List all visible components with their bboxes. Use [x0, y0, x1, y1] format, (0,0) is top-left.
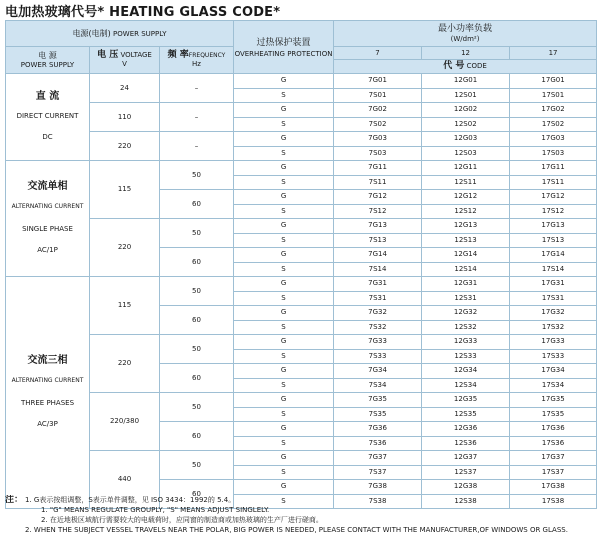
group-ac-single-text: AC/1P	[37, 246, 58, 254]
voltage-cell: 110	[90, 103, 160, 132]
notes-label: 注：	[5, 495, 24, 505]
code-7-cell: 7S12	[334, 204, 422, 219]
code-12-cell: 12S31	[422, 291, 510, 306]
group-dc-text: 直 流	[35, 91, 60, 102]
code-17-cell: 17G32	[510, 306, 597, 321]
code-17-cell: 17S36	[510, 436, 597, 451]
protection-cell: S	[234, 465, 334, 480]
overheat-cn: 过热保护装置	[256, 37, 311, 48]
code-17-cell: 17S13	[510, 233, 597, 248]
power-supply-cn: 电 源	[38, 51, 57, 60]
frequency-cell: 50	[160, 393, 234, 422]
code-12-cell: 12G38	[422, 480, 510, 495]
code-12-cell: 12S32	[422, 320, 510, 335]
code-12-cell: 12G03	[422, 132, 510, 147]
voltage-cell: 440	[90, 451, 160, 509]
code-7-cell: 7S33	[334, 349, 422, 364]
protection-cell: S	[234, 146, 334, 161]
code-17-cell: 17G03	[510, 132, 597, 147]
protection-cell: S	[234, 204, 334, 219]
table-row	[6, 335, 597, 350]
table-row	[6, 393, 597, 408]
code-7-cell: 7G11	[334, 161, 422, 176]
protection-cell: G	[234, 422, 334, 437]
code-7-cell: 7S11	[334, 175, 422, 190]
protection-cell: S	[234, 262, 334, 277]
code-12-cell: 12S13	[422, 233, 510, 248]
voltage-header	[90, 47, 160, 74]
note-1-en: 1. "G" MEANS REGULATE GROUPLY, "S" MEANS ADJUST SINGLELY.	[41, 506, 270, 514]
power-source-cn: 电源(电制)	[72, 28, 111, 38]
protection-cell: S	[234, 117, 334, 132]
code-12-cell: 12G32	[422, 306, 510, 321]
code-12-cell: 12S01	[422, 88, 510, 103]
protection-cell: G	[234, 219, 334, 234]
note-2-en: 2. WHEN THE SUBJECT VESSEL TRAVELS NEAR THE POLAR, BIG POWER IS NEEDED, PLEASE CONTACT WITH THE MANUFACTURER,OF WINDOWS OR GLASS.	[25, 526, 568, 534]
frequency-cell: 60	[160, 190, 234, 219]
voltage-cell: 115	[90, 277, 160, 335]
code-7-cell: 7G36	[334, 422, 422, 437]
min-power-unit: (W/dm²)	[450, 34, 480, 43]
min-power-header	[334, 21, 597, 47]
heating-glass-code-table	[5, 20, 597, 509]
code-12-cell: 12G35	[422, 393, 510, 408]
group-dc-text: DIRECT CURRENT	[16, 112, 79, 120]
code-7-cell: 7G13	[334, 219, 422, 234]
load-7: 7	[334, 47, 422, 60]
power-supply-header	[6, 47, 90, 74]
protection-cell: S	[234, 378, 334, 393]
code-12-cell: 12G33	[422, 335, 510, 350]
code-12-cell: 12S03	[422, 146, 510, 161]
code-7-cell: 7S02	[334, 117, 422, 132]
note-2: 2. 在近地极区域航行需要较大的电载荷时，应同窗的制造商或加热玻璃的生产厂进行磋商。	[41, 516, 323, 524]
protection-cell: S	[234, 320, 334, 335]
code-17-cell: 17S03	[510, 146, 597, 161]
code-12-cell: 12S02	[422, 117, 510, 132]
protection-cell: G	[234, 277, 334, 292]
code-17-cell: 17G37	[510, 451, 597, 466]
table-row	[6, 103, 597, 118]
code-12-cell: 12S36	[422, 436, 510, 451]
code-7-cell: 7G01	[334, 74, 422, 89]
code-7-cell: 7G12	[334, 190, 422, 205]
code-7-cell: 7G33	[334, 335, 422, 350]
group-ac-single-text: ALTERNATING CURRENT	[11, 203, 84, 210]
voltage-cn: 电 压	[97, 50, 119, 60]
frequency-en: FREQUENCY	[188, 52, 226, 59]
frequency-cell: 50	[160, 277, 234, 306]
protection-cell: S	[234, 494, 334, 509]
code-12-cell: 12G02	[422, 103, 510, 118]
code-7-cell: 7S37	[334, 465, 422, 480]
protection-cell: S	[234, 349, 334, 364]
frequency-cell: –	[160, 103, 234, 132]
code-12-cell: 12G34	[422, 364, 510, 379]
code-12-cell: 12S34	[422, 378, 510, 393]
code-7-cell: 7S35	[334, 407, 422, 422]
code-17-cell: 17G36	[510, 422, 597, 437]
group-ac-single-text: SINGLE PHASE	[22, 225, 73, 233]
code-en: CODE	[466, 62, 487, 70]
code-12-cell: 12G01	[422, 74, 510, 89]
group-dc-text: DC	[42, 133, 53, 141]
code-cn: 代 号	[443, 61, 465, 71]
overheat-en: OVERHEATING PROTECTION	[234, 49, 333, 58]
code-17-cell: 17G33	[510, 335, 597, 350]
frequency-cell: 60	[160, 306, 234, 335]
code-7-cell: 7S36	[334, 436, 422, 451]
code-7-cell: 7S38	[334, 494, 422, 509]
group-ac-single-text: 交流单相	[27, 181, 68, 192]
table-row	[6, 277, 597, 292]
voltage-cell: 115	[90, 161, 160, 219]
code-7-cell: 7S13	[334, 233, 422, 248]
code-17-cell: 17S32	[510, 320, 597, 335]
code-7-cell: 7G37	[334, 451, 422, 466]
table-row	[6, 132, 597, 147]
code-17-cell: 17S14	[510, 262, 597, 277]
group-ac-three-text: ALTERNATING CURRENT	[11, 377, 84, 384]
protection-cell: S	[234, 175, 334, 190]
code-7-cell: 7G38	[334, 480, 422, 495]
protection-cell: G	[234, 306, 334, 321]
code-17-cell: 17G13	[510, 219, 597, 234]
frequency-cell: 60	[160, 480, 234, 509]
frequency-cell: 50	[160, 335, 234, 364]
code-12-cell: 12G14	[422, 248, 510, 263]
group-dc	[6, 74, 90, 161]
group-ac-three-text: AC/3P	[37, 420, 58, 428]
code-12-cell: 12S14	[422, 262, 510, 277]
frequency-cell: 60	[160, 248, 234, 277]
code-17-cell: 17G14	[510, 248, 597, 263]
code-12-cell: 12G37	[422, 451, 510, 466]
group-ac-three	[6, 277, 90, 509]
code-7-cell: 7S34	[334, 378, 422, 393]
code-7-cell: 7G31	[334, 277, 422, 292]
page-title: 电加热玻璃代号* HEATING GLASS CODE*	[5, 5, 281, 20]
frequency-cell: 60	[160, 422, 234, 451]
code-17-cell: 17G02	[510, 103, 597, 118]
table-row	[6, 219, 597, 234]
protection-cell: G	[234, 480, 334, 495]
code-17-cell: 17S35	[510, 407, 597, 422]
group-ac-three-text: 交流三相	[27, 355, 68, 366]
code-17-cell: 17S02	[510, 117, 597, 132]
code-7-cell: 7S32	[334, 320, 422, 335]
frequency-cell: 50	[160, 451, 234, 480]
protection-cell: S	[234, 291, 334, 306]
code-17-cell: 17S11	[510, 175, 597, 190]
min-power-cn: 最小功率负载	[438, 23, 493, 34]
frequency-unit: Hz	[192, 60, 201, 68]
code-7-cell: 7G02	[334, 103, 422, 118]
power-source-header	[6, 21, 234, 47]
table-row	[6, 74, 597, 89]
code-17-cell: 17S12	[510, 204, 597, 219]
code-17-cell: 17S31	[510, 291, 597, 306]
protection-cell: G	[234, 103, 334, 118]
code-17-cell: 17S33	[510, 349, 597, 364]
code-12-cell: 12S33	[422, 349, 510, 364]
frequency-cn: 频 率	[167, 50, 189, 60]
protection-cell: G	[234, 161, 334, 176]
code-12-cell: 12G13	[422, 219, 510, 234]
code-7-cell: 7G03	[334, 132, 422, 147]
voltage-cell: 220	[90, 335, 160, 393]
protection-cell: S	[234, 407, 334, 422]
protection-cell: S	[234, 233, 334, 248]
code-12-cell: 12G12	[422, 190, 510, 205]
voltage-unit: V	[122, 60, 127, 68]
protection-cell: S	[234, 88, 334, 103]
code-17-cell: 17S01	[510, 88, 597, 103]
code-17-cell: 17G01	[510, 74, 597, 89]
group-ac-three-text: THREE PHASES	[20, 399, 75, 407]
table-row	[6, 451, 597, 466]
code-17-cell: 17G31	[510, 277, 597, 292]
voltage-cell: 220	[90, 219, 160, 277]
code-12-cell: 12G11	[422, 161, 510, 176]
code-17-cell: 17G35	[510, 393, 597, 408]
code-12-cell: 12G31	[422, 277, 510, 292]
code-7-cell: 7G34	[334, 364, 422, 379]
code-12-cell: 12S35	[422, 407, 510, 422]
code-7-cell: 7S31	[334, 291, 422, 306]
code-7-cell: 7S03	[334, 146, 422, 161]
code-17-cell: 17S38	[510, 494, 597, 509]
code-12-cell: 12S38	[422, 494, 510, 509]
code-7-cell: 7G35	[334, 393, 422, 408]
table-row	[6, 161, 597, 176]
code-17-cell: 17S34	[510, 378, 597, 393]
load-17: 17	[510, 47, 597, 60]
code-12-cell: 12S11	[422, 175, 510, 190]
code-7-cell: 7S01	[334, 88, 422, 103]
code-17-cell: 17S37	[510, 465, 597, 480]
frequency-cell: –	[160, 132, 234, 161]
frequency-cell: –	[160, 74, 234, 103]
frequency-cell: 50	[160, 219, 234, 248]
frequency-cell: 50	[160, 161, 234, 190]
code-12-cell: 12S12	[422, 204, 510, 219]
frequency-cell: 60	[160, 364, 234, 393]
code-7-cell: 7S14	[334, 262, 422, 277]
voltage-cell: 220/380	[90, 393, 160, 451]
voltage-en: VOLTAGE	[120, 51, 152, 59]
code-12-cell: 12G36	[422, 422, 510, 437]
code-header	[334, 60, 597, 74]
protection-cell: G	[234, 132, 334, 147]
table-body	[6, 74, 597, 509]
code-17-cell: 17G12	[510, 190, 597, 205]
code-7-cell: 7G32	[334, 306, 422, 321]
protection-cell: G	[234, 190, 334, 205]
frequency-header	[160, 47, 234, 74]
code-17-cell: 17G34	[510, 364, 597, 379]
note-1: 1. G表示按组调整，S表示单件调整，见 ISO 3434：1992的 5.4。	[25, 496, 236, 504]
load-12: 12	[422, 47, 510, 60]
overheat-header	[234, 21, 334, 74]
group-ac-single	[6, 161, 90, 277]
voltage-cell: 24	[90, 74, 160, 103]
protection-cell: G	[234, 248, 334, 263]
protection-cell: G	[234, 74, 334, 89]
code-7-cell: 7G14	[334, 248, 422, 263]
protection-cell: G	[234, 393, 334, 408]
protection-cell: G	[234, 335, 334, 350]
power-source-en: POWER SUPPLY	[113, 29, 167, 38]
code-17-cell: 17G11	[510, 161, 597, 176]
protection-cell: S	[234, 436, 334, 451]
voltage-cell: 220	[90, 132, 160, 161]
power-supply-en: POWER SUPPLY	[20, 61, 75, 69]
protection-cell: G	[234, 451, 334, 466]
notes-section	[5, 495, 595, 535]
code-12-cell: 12S37	[422, 465, 510, 480]
code-17-cell: 17G38	[510, 480, 597, 495]
protection-cell: G	[234, 364, 334, 379]
